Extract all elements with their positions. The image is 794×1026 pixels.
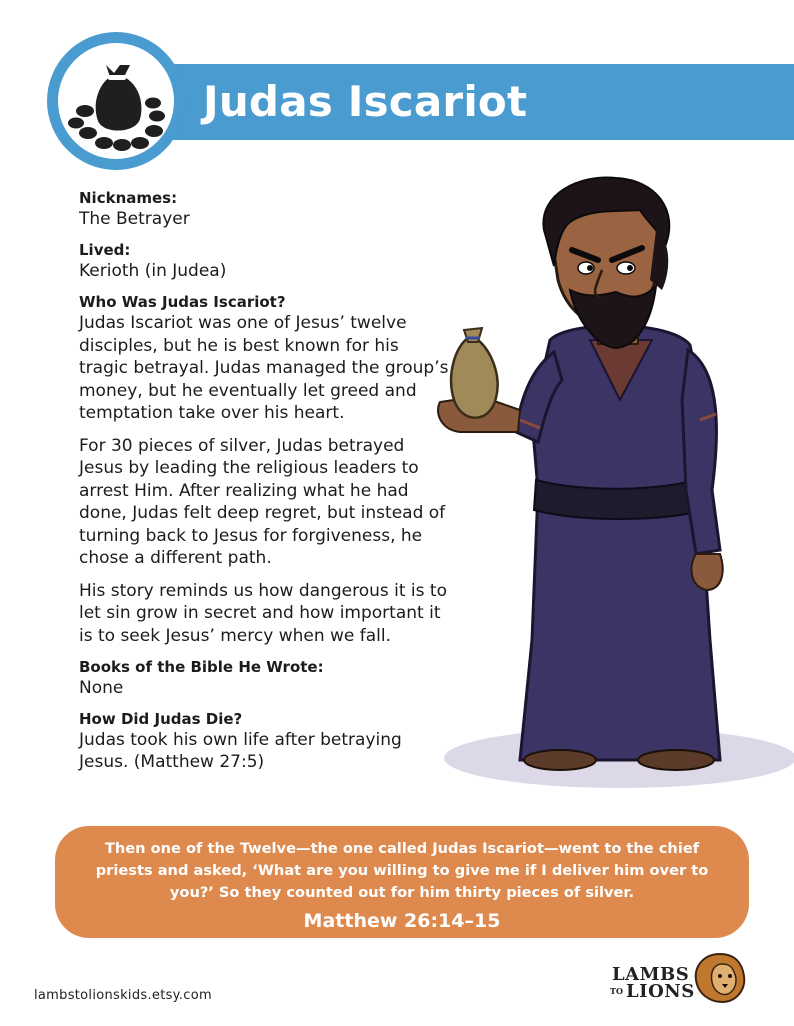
judas-illustration (420, 170, 794, 810)
books-label: Books of the Bible He Wrote: (79, 658, 324, 676)
logo-to: TO (610, 986, 623, 996)
lion-icon (692, 952, 748, 1004)
verse-text: Then one of the Twelve—the one called Judas Iscariot—went to the chief priests and asked, ‘What are you willing to give me if I deliver him over to you?’ So they counted out for him thirty pieces of silver. (95, 840, 709, 901)
who-label: Who Was Judas Iscariot? (79, 293, 286, 311)
money-bag-icon (58, 43, 174, 159)
website-link[interactable]: lambstolionskids.etsy.com (34, 988, 212, 1003)
who-paragraph: Judas Iscariot was one of Jesus’ twelve disciples, but he is best known for his tragic betrayal. Judas managed the group’s money, but he eventually let greed and temptation take over his heart. (79, 313, 449, 423)
nicknames-value: The Betrayer (79, 209, 190, 229)
death-value: Judas took his own life after betraying Jesus. (Matthew 27:5) (79, 730, 402, 772)
title-emblem (47, 32, 185, 170)
who-paragraph: His story reminds us how dangerous it is to let sin grow in secret and how important it is to seek Jesus’ mercy when we fall. (79, 580, 447, 646)
lambs-to-lions-logo (606, 948, 756, 1008)
death-label: How Did Judas Die? (79, 710, 243, 728)
verse-reference: Matthew 26:14–15 (303, 910, 501, 932)
nicknames-label: Nicknames: (79, 189, 178, 207)
logo-line1: LAMBS (612, 964, 690, 985)
lived-value: Kerioth (in Judea) (79, 261, 227, 281)
lived-label: Lived: (79, 241, 131, 259)
logo-line2: LIONS (626, 981, 695, 1002)
who-paragraph: For 30 pieces of silver, Judas betrayed Jesus by leading the religious leaders to arrest Him. After realizing what he had done, Judas felt deep regret, but instead of turning back to Jesus for forgiveness, he chose a different path. (79, 435, 446, 568)
books-value: None (79, 678, 124, 698)
page-title: Judas Iscariot (203, 77, 528, 126)
emblem-inner (58, 43, 174, 159)
info-column (79, 188, 449, 773)
